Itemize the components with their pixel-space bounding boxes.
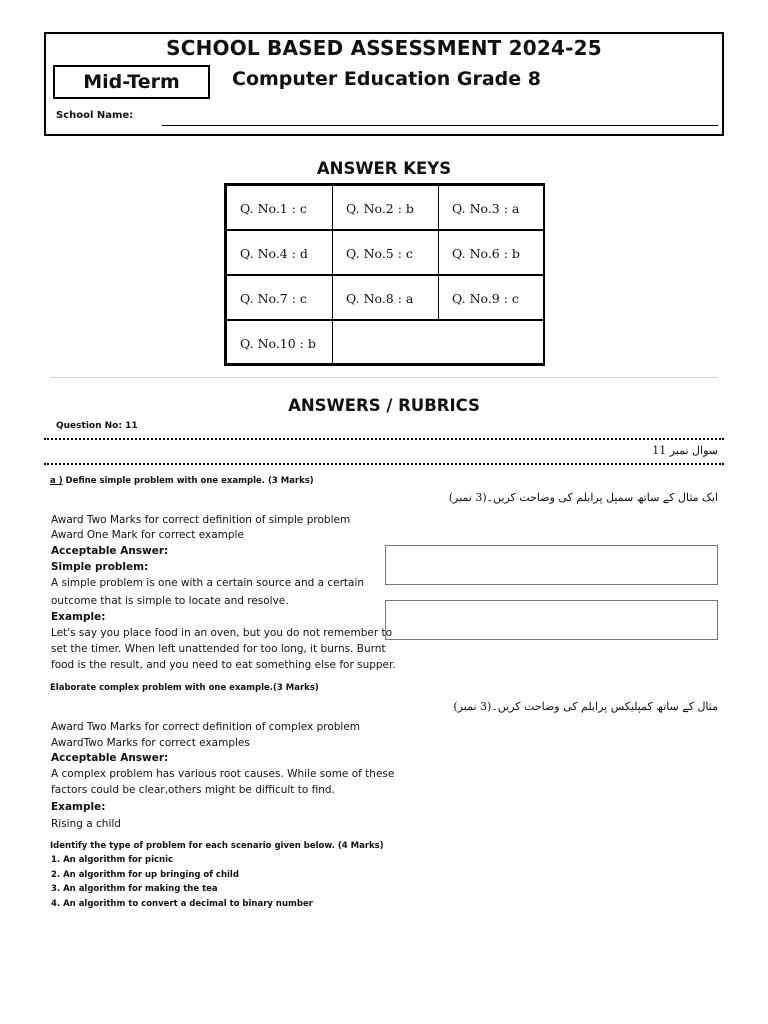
answer-key-cell: Q. No.8 : a <box>332 275 439 320</box>
rubric-line: food is the result, and you need to eat something else for supper. <box>51 659 396 671</box>
rubric-line: Let's say you place food in an oven, but you do not remember to <box>51 627 393 639</box>
rubrics-heading: ANSWERS / RUBRICS <box>288 396 480 415</box>
rubric-line: set the timer. When left unattended for too long, it burns. Burnt <box>51 643 386 655</box>
answer-box[interactable] <box>385 600 718 640</box>
answer-key-cell: Q. No.7 : c <box>226 275 333 320</box>
urdu-question-number: سوال نمبر 11 <box>652 444 718 457</box>
answer-key-table <box>224 183 545 366</box>
answer-key-cell: Q. No.10 : b <box>226 320 333 364</box>
answer-key-cell: Q. No.2 : b <box>332 185 439 230</box>
school-name-label: School Name: <box>56 110 134 121</box>
rubric-label: Simple problem: <box>51 561 149 573</box>
exam-title: SCHOOL BASED ASSESSMENT 2024-25 <box>166 36 602 60</box>
answer-box[interactable] <box>385 545 718 585</box>
answer-keys-heading: ANSWER KEYS <box>316 159 452 178</box>
scenario-item: 3. An algorithm for making the tea <box>51 884 218 894</box>
rubric-line: Award One Mark for correct example <box>51 529 244 541</box>
section-divider <box>50 377 718 378</box>
rubric-label: Example: <box>51 801 106 813</box>
answer-key-empty-cell <box>332 320 545 364</box>
part-a-urdu-prompt: ایک مثال کے ساتھ سمپل پرابلم کی وضاحت کریں۔(3 نمبر) <box>448 491 718 504</box>
rubric-label: Acceptable Answer: <box>51 545 169 557</box>
rubric-line: Rising a child <box>51 818 121 830</box>
part-a-prompt-text: Define simple problem with one example. (3 Marks) <box>62 476 314 486</box>
term-badge: Mid-Term <box>53 65 210 99</box>
scenario-item: 4. An algorithm to convert a decimal to binary number <box>51 899 313 909</box>
rubric-label: Acceptable Answer: <box>51 752 169 764</box>
answer-key-cell: Q. No.9 : c <box>438 275 545 320</box>
rubric-label: Example: <box>51 611 106 623</box>
part-a-prompt <box>50 476 314 486</box>
scenario-item: 1. An algorithm for picnic <box>51 855 174 865</box>
rubric-line: AwardTwo Marks for correct examples <box>51 737 250 749</box>
part-c-prompt: Identify the type of problem for each scenario given below. (4 Marks) <box>50 841 384 851</box>
scenario-item: 2. An algorithm for up bringing of child <box>51 870 239 880</box>
rubric-line: factors could be clear,others might be difficult to find. <box>51 784 335 796</box>
subject-title: Computer Education Grade 8 <box>232 68 541 90</box>
rubric-line: A simple problem is one with a certain source and a certain <box>51 577 365 589</box>
dotted-divider <box>44 438 724 440</box>
part-b-urdu-prompt: مثال کے ساتھ کمپلیکس پرابلم کی وضاحت کریں۔(3 نمبر) <box>453 700 718 713</box>
rubric-line: Award Two Marks for correct definition of complex problem <box>51 721 361 733</box>
dotted-divider <box>44 463 724 465</box>
answer-key-cell: Q. No.1 : c <box>226 185 333 230</box>
rubric-line: A complex problem has various root causes. While some of these <box>51 768 395 780</box>
question-number: Question No: 11 <box>56 421 138 431</box>
rubric-line: outcome that is simple to locate and resolve. <box>51 595 289 607</box>
school-name-line[interactable] <box>162 125 718 126</box>
rubric-line: Award Two Marks for correct definition of simple problem <box>51 514 351 526</box>
part-a-marker: a ) <box>50 476 63 486</box>
part-b-prompt: Elaborate complex problem with one example.(3 Marks) <box>50 683 319 693</box>
answer-key-cell: Q. No.6 : b <box>438 230 545 275</box>
answer-key-cell: Q. No.4 : d <box>226 230 333 275</box>
answer-key-cell: Q. No.5 : c <box>332 230 439 275</box>
answer-key-cell: Q. No.3 : a <box>438 185 545 230</box>
